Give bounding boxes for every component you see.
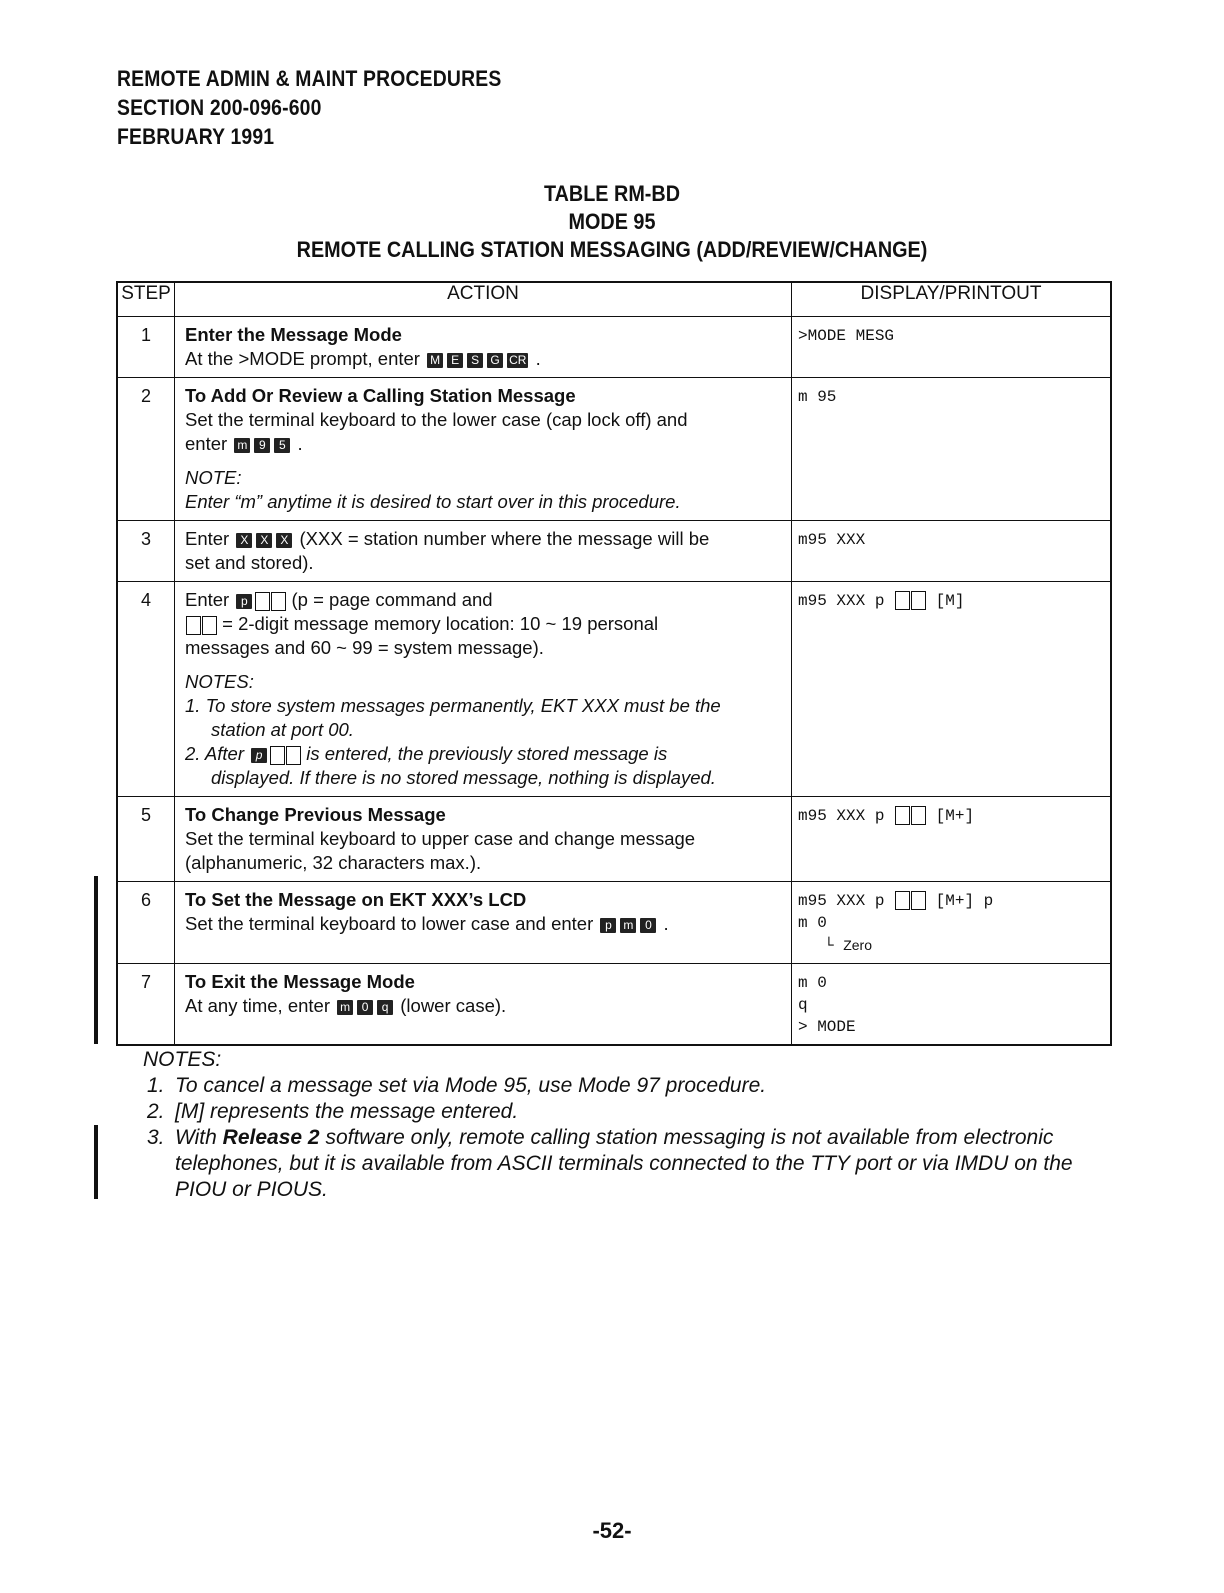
display-line: m95 XXX p [M+] [798,807,975,825]
key-icon: CR [509,352,527,367]
key-icon: p [600,918,616,933]
display-cell [792,797,1112,882]
action-cell [175,521,792,582]
table-row [117,521,1111,582]
step-number: 4 [117,582,175,797]
display-line: m 95 [798,388,837,406]
key-icon: m [234,438,250,453]
notes-label: NOTES: [143,1048,222,1071]
display-line: m95 XXX p [M] [798,592,965,610]
step-number: 7 [117,964,175,1046]
step-heading: To Exit the Message Mode [185,971,415,992]
table-header-row [117,282,1111,317]
step-number: 3 [117,521,175,582]
note-item: 3. With Release 2 software only, remote calling station messaging is not available from electronic telephones, but it is available from ASCII terminals connected to the TTY port or via IMDU on the PIOU or PIOUS. [147,1126,1073,1201]
mode-title: MODE 95 [568,209,656,234]
display-line: > MODE [798,1018,856,1036]
page-number: -52- [592,1518,632,1543]
display-line: m95 XXX p [M+] p [798,892,994,910]
table-subtitle: REMOTE CALLING STATION MESSAGING (ADD/REVIEW/CHANGE) [296,237,928,262]
table-notes [143,1047,1103,1203]
digit-box-icon [286,746,301,765]
step-heading: Enter the Message Mode [185,324,402,345]
table-title [0,180,1224,264]
key-icon: X [256,533,272,548]
action-text: (alphanumeric, 32 characters max.). [185,852,482,873]
step-heading: To Set the Message on EKT XXX’s LCD [185,889,527,910]
key-icon: E [447,353,463,368]
key-icon: 0 [357,1000,373,1015]
step-heading: To Change Previous Message [185,804,446,825]
key-icon: m [620,918,636,933]
table-row [117,964,1111,1046]
digit-box-icon [202,616,217,635]
table-row [117,378,1111,521]
display-cell [792,582,1112,797]
table-row [117,797,1111,882]
digit-box-icon [895,806,910,825]
header-section: SECTION 200-096-600 [117,95,322,120]
table-id: TABLE RM-BD [543,181,681,206]
notes-list [143,1073,1103,1203]
bracket-arrow-icon: └ [824,937,834,955]
note-item: 2. [M] represents the message entered. [147,1100,519,1123]
change-bar [94,876,98,1044]
step-number: 5 [117,797,175,882]
table-row [117,582,1111,797]
action-text: At the >MODE prompt, enter M E S G CR . [185,348,541,369]
document-header [117,64,501,151]
step-heading: To Add Or Review a Calling Station Message [185,385,576,406]
key-icon: p [251,748,267,763]
display-line: m95 XXX [798,531,866,549]
key-icon: 9 [254,438,270,453]
action-cell [175,317,792,378]
note-item-cont: station at port 00. [211,719,354,740]
action-text: = 2-digit message memory location: 10 ~ 19 personal [185,612,783,636]
action-text: Enter p (p = page command and [185,589,493,610]
key-icon: m [337,1000,353,1015]
col-header-display: DISPLAY/PRINTOUT [792,282,1112,317]
action-cell [175,582,792,797]
change-bar [94,1125,98,1199]
display-cell [792,882,1112,964]
action-cell [175,378,792,521]
digit-box-icon [255,592,270,611]
action-cell [175,964,792,1046]
col-header-action: ACTION [175,282,792,317]
note-item: 2. After p is entered, the previously stored message is [185,743,668,764]
note-item-cont: displayed. If there is no stored message, nothing is displayed. [211,767,716,788]
key-icon: 0 [640,918,656,933]
action-text: enter m 9 5 . [185,433,303,454]
key-icon: X [276,533,292,548]
note-text: Enter “m” anytime it is desired to start over in this procedure. [185,491,681,512]
note-item: 1. To cancel a message set via Mode 95, use Mode 97 procedure. [147,1074,767,1097]
action-text: Enter X X X (XXX = station number where the message will be [185,528,710,549]
key-icon: p [236,594,252,609]
procedure-table [116,281,1112,1046]
action-cell [175,797,792,882]
digit-box-icon [895,591,910,610]
digit-box-icon [270,746,285,765]
key-icon: G [487,353,503,368]
digit-box-icon [895,891,910,910]
key-icon: X [236,533,252,548]
display-line: >MODE MESG [798,327,895,345]
note-item: 1. To store system messages permanently, EKT XXX must be the [185,695,721,716]
action-text: At any time, enter m 0 q (lower case). [185,995,507,1016]
step-number: 6 [117,882,175,964]
key-icon: 5 [274,438,290,453]
header-title: REMOTE ADMIN & MAINT PROCEDURES [117,66,502,91]
action-text: messages and 60 ~ 99 = system message). [185,637,544,658]
action-text: Set the terminal keyboard to lower case and enter p m 0 . [185,913,669,934]
digit-box-icon [271,592,286,611]
table-row [117,317,1111,378]
action-text: Set the terminal keyboard to upper case and change message [185,828,696,849]
display-line: q [798,996,808,1014]
display-line: m 0 [798,914,827,932]
action-text: Set the terminal keyboard to the lower case (cap lock off) and [185,409,688,430]
key-icon: S [467,353,483,368]
step-number: 2 [117,378,175,521]
key-icon: M [427,353,443,368]
header-date: FEBRUARY 1991 [117,124,275,149]
step-number: 1 [117,317,175,378]
notes-label: NOTES: [185,671,254,692]
action-text: set and stored). [185,552,314,573]
display-line: m 0 [798,974,827,992]
display-cell [792,378,1112,521]
display-cell [792,521,1112,582]
key-icon: q [377,1000,393,1015]
digit-box-icon [911,591,926,610]
table-row [117,882,1111,964]
zero-annotation [798,934,1104,957]
action-cell [175,882,792,964]
digit-box-icon [186,616,201,635]
digit-box-icon [911,891,926,910]
digit-box-icon [911,806,926,825]
display-cell [792,964,1112,1046]
col-header-step: STEP [117,282,175,317]
note-label: NOTE: [185,467,242,488]
zero-label: Zero [843,937,873,953]
display-cell [792,317,1112,378]
